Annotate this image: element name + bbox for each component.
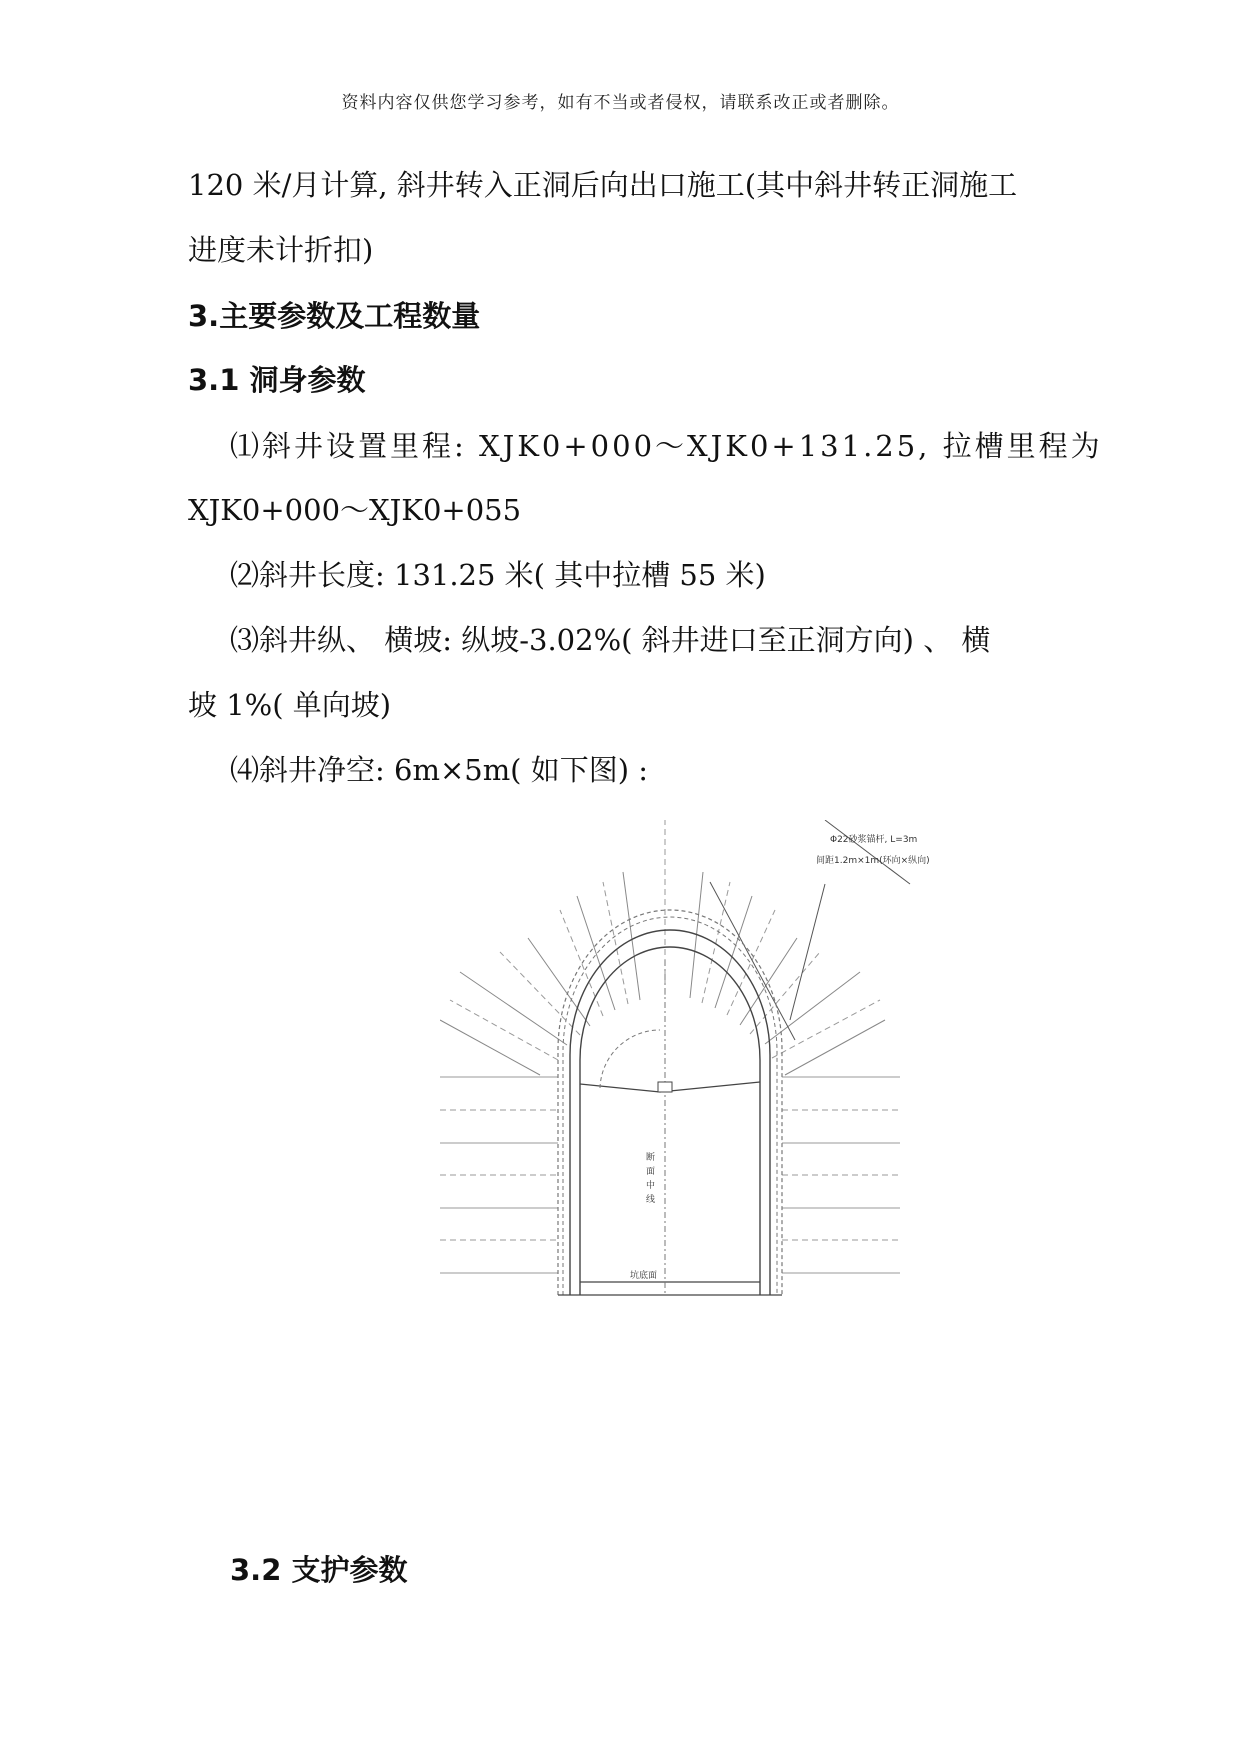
item-2: ⑵斜井长度: 131.25 米( 其中拉槽 55 米) (230, 558, 766, 592)
label-leader (825, 820, 910, 884)
radius-arc (600, 1030, 660, 1088)
bolt-line (785, 1020, 885, 1075)
paragraph-line: 进度未计折扣) (188, 233, 374, 267)
survey-mark (658, 1082, 672, 1092)
bolt-line-dashed (727, 910, 775, 1015)
bolt-label: Φ22砂浆锚杆, L=3m (830, 835, 918, 845)
centerline-label-char: 线 (646, 1195, 656, 1205)
bolt-line-dashed (560, 910, 603, 1016)
item-4: ⑷斜井净空: 6m×5m( 如下图) : (230, 753, 649, 787)
bolt-line-dashed (450, 1000, 558, 1060)
spacing-label: 间距1.2m×1m(环向×纵向) (816, 856, 930, 866)
disclaimer-header: 资料内容仅供您学习参考，如有不当或者侵权，请联系改正或者删除。 (341, 93, 900, 113)
bolt-line (623, 872, 640, 1000)
tunnel-section-drawing (440, 820, 1040, 1470)
centerline-label-char: 面 (646, 1167, 656, 1177)
bolt-line (715, 896, 752, 1008)
bolt-line (765, 972, 860, 1044)
section-heading-3-1: 3.1 洞身参数 (188, 363, 366, 397)
pit-bottom-label: 坑底面 (630, 1271, 658, 1281)
primary-lining (570, 930, 770, 1295)
item-1-line: ⑴斜井设置里程: XJK0+000～XJK0+131.25, 拉槽里程为 (230, 429, 1103, 463)
bolt-line-dashed (772, 1000, 880, 1058)
section-heading-3: 3.主要参数及工程数量 (188, 299, 481, 333)
inner-lining (580, 947, 760, 1295)
bolt-line-dashed (702, 882, 730, 1003)
item-3-line: 坡 1%( 单向坡) (188, 688, 392, 722)
bolt-line (440, 1020, 540, 1075)
centerline-label-char: 中 (646, 1181, 656, 1191)
paragraph-line: 120 米/月计算, 斜井转入正洞后向出口施工(其中斜井转正洞施工 (188, 168, 1018, 202)
outer-lining-dashed-2 (563, 917, 777, 1295)
centerline-label-char: 断 (646, 1153, 656, 1163)
label-leader (790, 884, 825, 1020)
section-heading-3-2: 3.2 支护参数 (230, 1553, 408, 1587)
item-1-line: XJK0+000～XJK0+055 (188, 493, 522, 527)
item-3-line: ⑶斜井纵、 横坡: 纵坡-3.02%( 斜井进口至正洞方向) 、 横 (230, 623, 991, 657)
bolt-line (460, 972, 567, 1045)
